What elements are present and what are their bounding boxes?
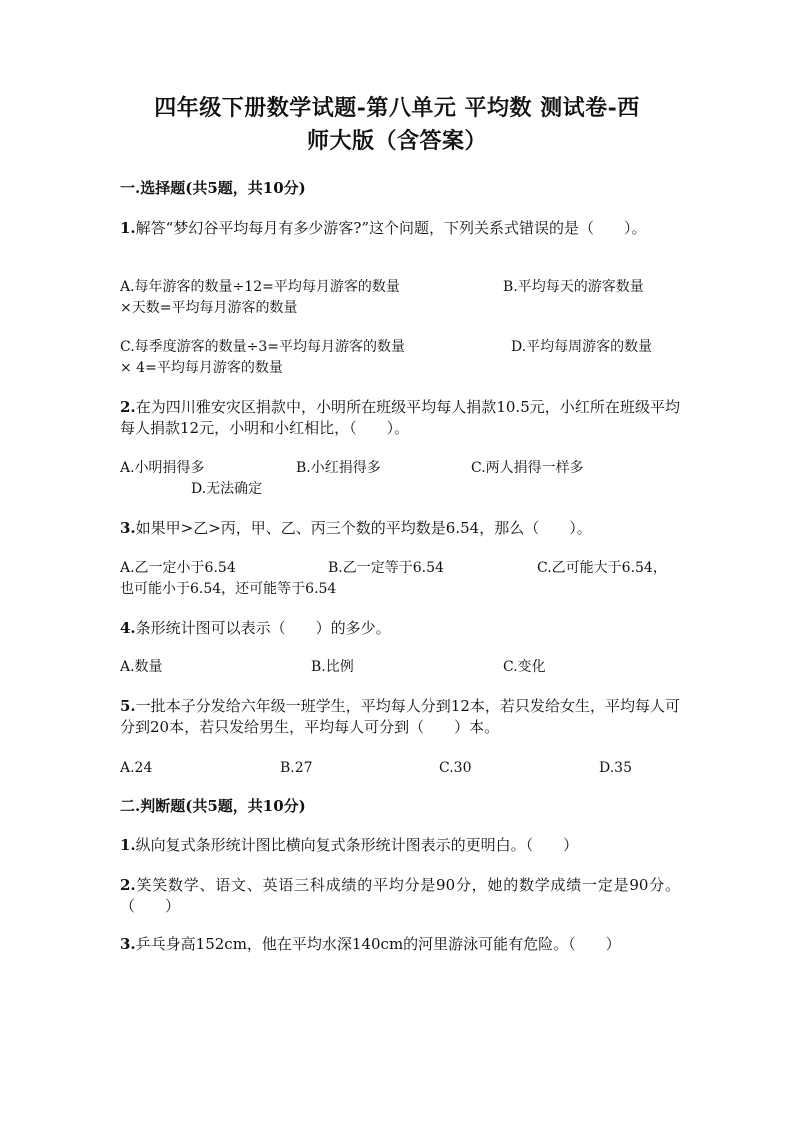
- option-a[interactable]: A.小明捐得多: [120, 460, 205, 476]
- question-text: 在为四川雅安灾区捐款中，小明所在班级平均每人捐款10.5元，小红所在班级平均每人捐款12元，小明和小红相比，（ ）。: [120, 398, 680, 437]
- option-d[interactable]: D.平均每周游客的数量: [511, 339, 653, 355]
- option-a[interactable]: A.乙一定小于6.54: [120, 560, 236, 576]
- judgement-1: [120, 835, 680, 856]
- option-b-continued: ×天数=平均每月游客的数量: [120, 300, 298, 316]
- option-b[interactable]: B.乙一定等于6.54: [328, 560, 444, 576]
- question-number: 3.: [120, 935, 136, 953]
- question-5: [120, 696, 680, 738]
- option-b[interactable]: B.比例: [311, 659, 354, 675]
- option-b[interactable]: B.27: [280, 760, 313, 776]
- option-a[interactable]: A.数量: [120, 659, 163, 675]
- question-4: [120, 618, 680, 639]
- option-c[interactable]: C.乙可能大于6.54，: [537, 560, 667, 576]
- question-3-options: [120, 558, 680, 602]
- title-line-2: 师大版（含答案）: [306, 128, 487, 154]
- question-number: 4.: [120, 619, 136, 637]
- question-1-options-2: [120, 337, 680, 381]
- page-title: [120, 92, 674, 158]
- question-2: [120, 397, 680, 439]
- option-a[interactable]: A.24: [120, 760, 153, 776]
- question-text: 乒乓身高152cm，他在平均水深140cm的河里游泳可能有危险。（ ）: [135, 935, 621, 953]
- option-b[interactable]: B.小红捐得多: [296, 460, 381, 476]
- option-d[interactable]: D.35: [599, 760, 632, 776]
- question-text: 解答“梦幻谷平均每月有多少游客?”这个问题，下列关系式错误的是（ ）。: [135, 219, 647, 237]
- section-heading-judgement: 二.判断题(共5题，共10分): [120, 797, 306, 815]
- question-1-options: [120, 277, 680, 321]
- option-c[interactable]: C.30: [439, 760, 472, 776]
- question-number: 3.: [120, 519, 136, 537]
- option-d[interactable]: D.无法确定: [191, 481, 263, 497]
- question-5-options: [120, 758, 680, 780]
- judgement-2: [120, 875, 680, 917]
- option-b[interactable]: B.平均每天的游客数量: [503, 279, 644, 295]
- option-d-continued: × 4=平均每月游客的数量: [120, 360, 283, 376]
- question-number: 2.: [120, 398, 136, 416]
- option-c[interactable]: C.两人捐得一样多: [471, 460, 584, 476]
- question-text: 如果甲>乙>丙，甲、乙、丙三个数的平均数是6.54，那么（ ）。: [135, 519, 592, 537]
- question-number: 5.: [120, 697, 136, 715]
- judgement-3: [120, 934, 680, 955]
- question-number: 1.: [120, 219, 136, 237]
- title-line-1: 四年级下册数学试题-第八单元 平均数 测试卷-西: [154, 95, 640, 121]
- option-c[interactable]: C.每季度游客的数量÷3=平均每月游客的数量: [120, 339, 406, 355]
- question-text: 一批本子分发给六年级一班学生，平均每人分到12本，若只发给女生，平均每人可分到20本，若只发给男生，平均每人可分到（ ）本。: [120, 697, 680, 736]
- question-3: [120, 518, 680, 539]
- question-number: 1.: [120, 836, 136, 854]
- question-2-options: [120, 458, 680, 502]
- question-1: [120, 218, 680, 239]
- question-text: 纵向复式条形统计图比横向复式条形统计图表示的更明白。（ ）: [135, 836, 579, 854]
- question-text: 条形统计图可以表示（ ）的多少。: [135, 619, 391, 637]
- section-heading-choice: 一.选择题(共5题，共10分): [120, 179, 306, 197]
- question-4-options: [120, 657, 680, 679]
- question-number: 2.: [120, 876, 136, 894]
- question-text: 笑笑数学、语文、英语三科成绩的平均分是90分，她的数学成绩一定是90分。（ ）: [120, 876, 680, 915]
- option-a[interactable]: A.每年游客的数量÷12=平均每月游客的数量: [120, 279, 400, 295]
- option-c-continued: 也可能小于6.54，还可能等于6.54: [120, 581, 337, 597]
- option-c[interactable]: C.变化: [503, 659, 546, 675]
